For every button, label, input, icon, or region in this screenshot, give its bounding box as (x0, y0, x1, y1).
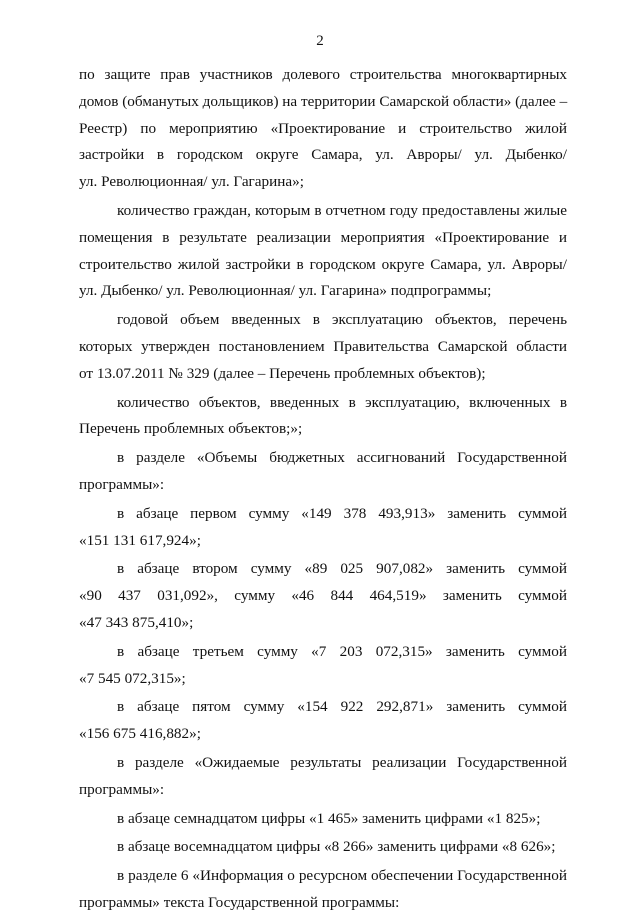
text-line: ул. Дыбенко/ ул. Революционная/ ул. Гагарина» подпрограммы; (79, 282, 492, 300)
page-number: 2 (316, 33, 324, 49)
text-line: помещения в результате реализации мероприятия «Проектирование и (79, 228, 567, 246)
text-line: строительство жилой застройки в городском округе Самара, ул. Авроры/ (79, 255, 567, 273)
text-line: Реестр) по мероприятию «Проектирование и строительство жилой (79, 119, 567, 137)
text-line: по защите прав участников долевого строительства многоквартирных (79, 66, 567, 83)
paragraph-citizens-count (79, 198, 567, 305)
text-line: в разделе «Объемы бюджетных ассигнований Государственной (117, 449, 567, 467)
paragraph-expected-results (79, 750, 567, 804)
text-line: домов (обманутых дольщиков) на территории Самарской области» (далее – (79, 92, 568, 110)
text-line: в абзаце пятом сумму «154 922 292,871» заменить суммой (117, 698, 567, 716)
text-line: в абзаце восемнадцатом цифры «8 266» заменить цифрами «8 626»; (117, 838, 556, 856)
paragraph-second-amount (79, 556, 567, 636)
document-body (79, 62, 567, 919)
paragraph-annual-volume (79, 307, 567, 387)
text-line: программы» текста Государственной программы: (79, 893, 400, 911)
text-line: «151 131 617,924»; (79, 531, 201, 549)
paragraph-fifth-amount (79, 694, 567, 748)
text-line: «7 545 072,315»; (79, 669, 186, 687)
text-line: застройки в городском округе Самара, ул. Авроры/ ул. Дыбенко/ (79, 146, 567, 164)
paragraph-registry-continuation (79, 62, 567, 196)
text-line: «156 675 416,882»; (79, 725, 201, 743)
text-line: «47 343 875,410»; (79, 613, 194, 631)
text-line: в абзаце втором сумму «89 025 907,082» заменить суммой (117, 560, 567, 578)
paragraph-objects-count (79, 390, 567, 444)
text-line: в разделе 6 «Информация о ресурсном обеспечении Государственной (117, 867, 567, 885)
text-line: «90 437 031,092», сумму «46 844 464,519» заменить суммой (79, 587, 567, 605)
text-line: ул. Революционная/ ул. Гагарина»; (79, 173, 304, 191)
paragraph-third-amount (79, 639, 567, 693)
text-line: годовой объем введенных в эксплуатацию объектов, перечень (117, 311, 567, 329)
paragraph-seventeenth (79, 806, 567, 833)
text-line: в абзаце первом сумму «149 378 493,913» заменить суммой (117, 504, 567, 522)
paragraph-eighteenth (79, 834, 567, 861)
paragraph-budget-section (79, 445, 567, 499)
text-line: программы»: (79, 780, 165, 798)
text-line: количество граждан, которым в отчетном году предоставлены жилые (117, 201, 567, 219)
text-line: которых утвержден постановлением Правительства Самарской области (79, 337, 567, 355)
paragraph-section-6 (79, 863, 567, 917)
text-line: Перечень проблемных объектов;»; (79, 420, 303, 438)
text-line: количество объектов, введенных в эксплуатацию, включенных в (117, 393, 567, 411)
text-line: в абзаце третьем сумму «7 203 072,315» заменить суммой (117, 642, 567, 660)
text-line: от 13.07.2011 № 329 (далее – Перечень проблемных объектов); (79, 364, 486, 382)
text-line: в абзаце семнадцатом цифры «1 465» заменить цифрами «1 825»; (117, 809, 541, 827)
text-line: в разделе «Ожидаемые результаты реализации Государственной (117, 753, 567, 771)
text-line: программы»: (79, 475, 165, 493)
paragraph-first-amount (79, 501, 567, 555)
